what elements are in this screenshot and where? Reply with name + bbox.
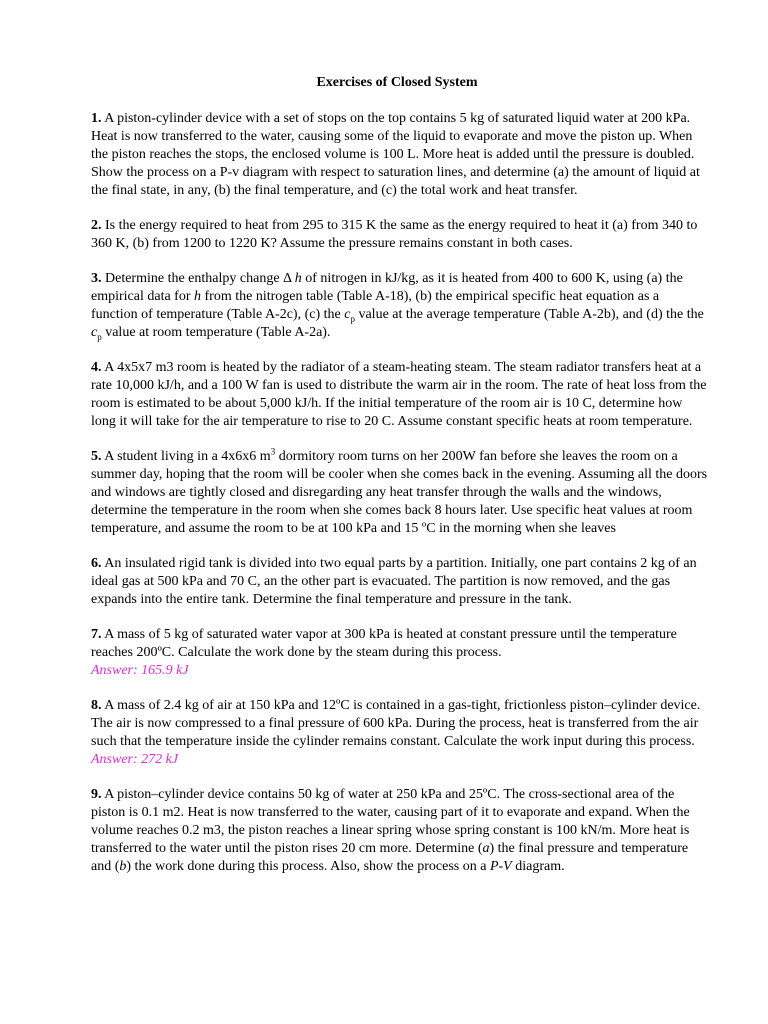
exercise-text: diagram.	[515, 859, 565, 874]
exercise-number: 2.	[91, 218, 102, 233]
exercise-text: An insulated rigid tank is divided into two equal parts by a partition. Initially, one part contains 2 kg of an ideal gas at 500 kPa and 70 C, an the other part is evacuated. The partition is now removed, and the gas expands into the entire tank. Determine the final temperature and pressure in the tank.	[91, 556, 697, 607]
exercise-9	[91, 786, 708, 876]
exercise-text: A piston-cylinder device with a set of stops on the top contains 5 kg of saturated liquid water at 200 kPa. Heat is now transferred to the water, causing some of the liquid to evaporate and move the piston up. When the piston reaches the stops, the enclosed volume is 100 L. More heat is added until the pressure is doubled. Show the process on a P-v diagram with respect to saturation lines, and determine (a) the amount of liquid at the final state, in any, (b) the final temperature, and (c) the total work and heat transfer.	[91, 111, 700, 198]
exercise-text: A piston–cylinder device contains 50 kg of water at 250 kPa and 25ºC. The cross-sectional area of the piston is 0.1 m2. Heat is now transferred to the water, causing part of it to evaporate and expand. When the volume reaches 0.2 m3, the piston reaches a linear spring whose spring constant is 100 kN/m. More heat is transferred to the water until the piston rises 20 cm more. Determine (	[91, 787, 690, 856]
exercise-number: 8.	[91, 698, 102, 713]
specific-heat-symbol: c	[91, 325, 98, 340]
enthalpy-symbol: h	[194, 289, 202, 304]
exercise-text: ) the final pressure and temperature and (	[91, 841, 689, 874]
exercise-number: 6.	[91, 556, 102, 571]
specific-heat-subscript: p	[350, 313, 355, 324]
exercise-number: 4.	[91, 360, 102, 375]
diagram-name: P-V	[489, 859, 512, 874]
answer-text: Answer: 165.9 kJ	[91, 663, 189, 678]
exercise-number: 9.	[91, 787, 102, 802]
exercise-3	[91, 270, 708, 342]
exercise-7	[91, 626, 708, 680]
document-title: Exercises of Closed System	[316, 75, 478, 90]
exercise-5	[91, 448, 708, 538]
part-label: b	[119, 859, 127, 874]
exercise-2	[91, 217, 708, 253]
exercise-number: 5.	[91, 449, 102, 464]
specific-heat-subscript: p	[97, 331, 102, 342]
exercise-6	[91, 555, 708, 609]
answer-text: Answer: 272 kJ	[91, 752, 179, 767]
exercise-text: value at room temperature (Table A-2a).	[105, 325, 331, 340]
exercise-text: A 4x5x7 m3 room is heated by the radiator of a steam-heating steam. The steam radiator transfers heat at a rate 10,000 kJ/h, and a 100 W fan is used to distribute the warm air in the room. The rate of heat loss from the room is estimated to be about 5,000 kJ/h. If the initial temperature of the room air is 10 C, determine how long it will take for the air temperature to rise to 20 C. Assume constant specific heats at room temperature.	[91, 360, 707, 429]
exercise-1	[91, 110, 708, 200]
exercise-text: value at the average temperature (Table A-2b), and (d) the the	[358, 307, 704, 322]
exercise-text: Is the energy required to heat from 295 to 315 K the same as the energy required to heat it (a) from 340 to 360 K, (b) from 1200 to 1220 K? Assume the pressure remains constant in both cases.	[91, 218, 698, 251]
exercise-number: 1.	[91, 111, 102, 126]
exercise-4	[91, 359, 708, 431]
exercise-text: ) the work done during this process. Also, show the process on a	[126, 859, 487, 874]
specific-heat-symbol: c	[344, 307, 351, 322]
exercise-text: dormitory room turns on her 200W fan before she leaves the room on a summer day, hoping that the room will be cooler when she comes back in the evening. Assuming all the doors and windows are tightly closed and disregarding any heat transfer through the walls and the windows, determine the temperature in the room when she comes back 8 hours later. Use specific heat values at room temperature, and assume the room to be at 100 kPa and 15 ºC in the morning when she leaves	[91, 449, 708, 536]
exercise-8	[91, 697, 708, 769]
exercise-text: A student living in a 4x6x6 m	[104, 449, 271, 464]
exercise-text: from the nitrogen table (Table A-18), (b) the empirical specific heat equation as a function of temperature (Table A-2c), (c) the	[91, 289, 660, 322]
exercise-text: A mass of 5 kg of saturated water vapor at 300 kPa is heated at constant pressure until the temperature reaches 200ºC. Calculate the work done by the steam during this process.	[91, 627, 677, 660]
exercise-text: Determine the enthalpy change Δ	[105, 271, 292, 286]
cubic-superscript: 3	[270, 446, 276, 457]
exercise-text: of nitrogen in kJ/kg, as it is heated from 400 to 600 K, using (a) the empirical data for	[91, 271, 683, 304]
enthalpy-symbol: h	[294, 271, 302, 286]
exercise-text: A mass of 2.4 kg of air at 150 kPa and 12ºC is contained in a gas-tight, frictionless piston–cylinder device. The air is now compressed to a final pressure of 600 kPa. During the process, heat is transferred from the air such that the temperature inside the cylinder remains constant. Calculate the work input during this process.	[91, 698, 701, 749]
exercise-number: 7.	[91, 627, 102, 642]
exercise-number: 3.	[91, 271, 102, 286]
part-label: a	[482, 841, 490, 856]
